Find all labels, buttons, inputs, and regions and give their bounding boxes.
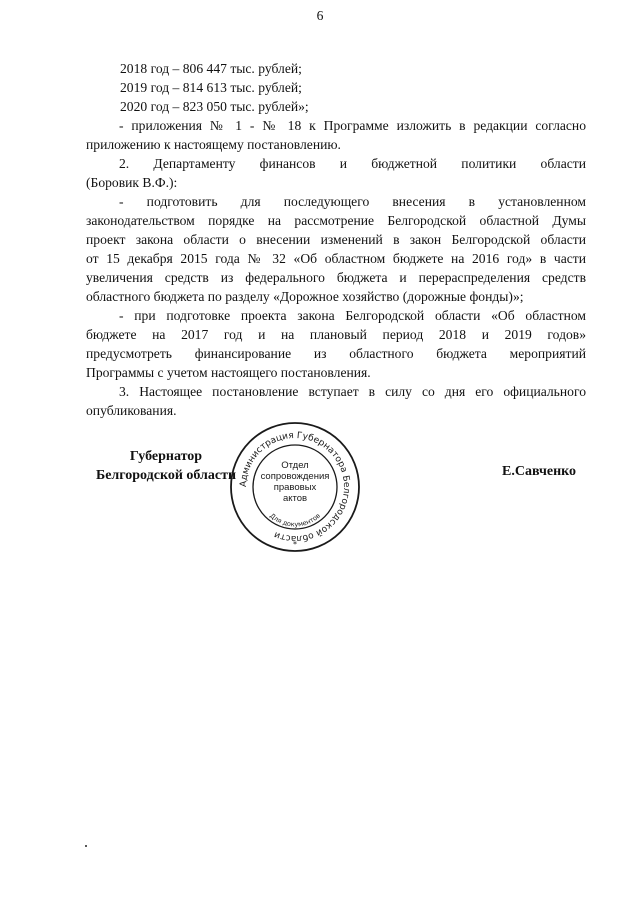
stamp-center-line: актов — [282, 493, 308, 504]
stamp-center-line: правовых — [273, 482, 317, 493]
stamp-ring-text: Администрация Губернатора Белгородской области — [238, 430, 352, 544]
signature-title — [86, 447, 246, 485]
stamp-center-line: сопровождения — [260, 471, 330, 482]
paragraph-line: бюджете на 2017 год и на плановый период 2018 и 2019 годов» — [86, 327, 586, 342]
paragraph-line: увеличения средств из федерального бюджета и перераспределения средств — [86, 270, 586, 285]
budget-line-2018: 2018 год – 806 447 тыс. рублей; — [120, 61, 302, 76]
stamp-star-icon: * — [293, 540, 297, 549]
paragraph-line: - приложения № 1 - № 18 к Программе изложить в редакции согласно — [119, 118, 586, 133]
scan-speck — [85, 845, 87, 847]
paragraph-line: - подготовить для последующего внесения в установленном — [119, 194, 586, 209]
signature-title-line: Губернатор — [129, 449, 203, 464]
budget-line-2020: 2020 год – 823 050 тыс. рублей»; — [120, 99, 309, 114]
signature-title-line: Белгородской области — [95, 468, 237, 483]
stamp-center-line: Отдел — [281, 460, 309, 471]
paragraph-line: - при подготовке проекта закона Белгородской области «Об областном — [119, 308, 586, 323]
paragraph-line: опубликования. — [86, 403, 177, 418]
paragraph-line: (Боровик В.Ф.): — [86, 175, 178, 190]
paragraph-line: от 15 декабря 2015 года № 32 «Об областном бюджете на 2016 год» в части — [86, 251, 586, 266]
official-stamp — [226, 418, 364, 556]
paragraph-line: предусмотреть финансирование из областного бюджета мероприятий — [86, 346, 586, 361]
paragraph-line: приложению к настоящему постановлению. — [86, 137, 341, 152]
page-number: 6 — [316, 8, 324, 23]
paragraph-line: проект закона области о внесении изменений в закон Белгородской области — [86, 232, 586, 247]
signature-name: Е.Савченко — [502, 464, 577, 479]
paragraph-line: законодательством порядке на рассмотрение Белгородской областной Думы — [86, 213, 586, 228]
stamp-bottom-text: Для документов — [268, 511, 322, 529]
paragraph-line: областного бюджета по разделу «Дорожное хозяйство (дорожные фонды)»; — [86, 289, 524, 304]
paragraph-line: 3. Настоящее постановление вступает в силу со дня его официального — [119, 384, 586, 399]
paragraph-line: Программы с учетом настоящего постановления. — [86, 365, 371, 380]
document-body — [86, 59, 586, 420]
budget-line-2019: 2019 год – 814 613 тыс. рублей; — [120, 80, 302, 95]
paragraph-line: 2. Департаменту финансов и бюджетной политики области — [119, 156, 586, 171]
